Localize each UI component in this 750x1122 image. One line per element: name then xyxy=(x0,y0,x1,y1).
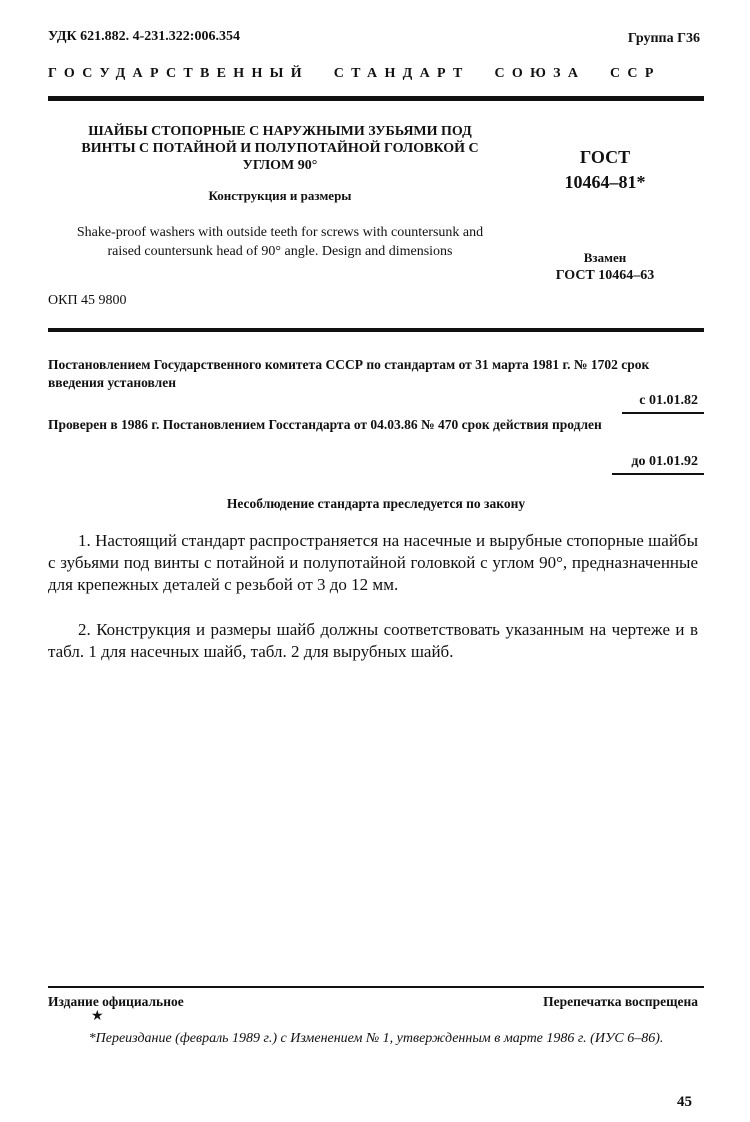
effective-date-underline xyxy=(622,412,704,414)
decree-text: Постановлением Государственного комитета СССР по стандартам от 31 марта 1981 г. № 1702 срок введения установлен xyxy=(48,357,650,390)
footer-rule xyxy=(48,986,704,988)
standard-title-en: Shake-proof washers with outside teeth for screws with countersunk and raised countersunk head of 90° angle. Design and dimensions xyxy=(76,225,484,259)
standard-title-ru: ШАЙБЫ СТОПОРНЫЕ С НАРУЖНЫМИ ЗУБЬЯМИ ПОД ВИНТЫ С ПОТАЙНОЙ И ПОЛУПОТАЙНОЙ ГОЛОВКОЙ С УГЛОМ 90° xyxy=(81,124,479,173)
extended-date: до 01.01.92 xyxy=(631,454,698,469)
group-code: Группа Г36 xyxy=(627,31,700,46)
star-icon: ★ xyxy=(91,1009,104,1024)
official-edition: Издание официальное xyxy=(48,994,184,1009)
page-number: 45 xyxy=(677,1094,692,1110)
extended-date-underline xyxy=(612,473,704,475)
standard-subtitle-ru: Конструкция и размеры xyxy=(208,188,352,203)
title-bottom-rule xyxy=(48,328,704,332)
check-text: Проверен в 1986 г. Постановлением Госстандарта от 04.03.86 № 470 срок действия продлен xyxy=(48,417,602,432)
udk-code: УДК 621.882. 4-231.322:006.354 xyxy=(48,29,240,44)
paragraph-1: 1. Настоящий стандарт распространяется на насечные и вырубные стопорные шайбы с зубьями под винты с потайной и полупотайной головкой с углом 90°, предназначенные для крепежных деталей с резьбой от 3 до 12 мм. xyxy=(48,531,698,594)
gost-label: ГОСТ xyxy=(579,147,631,167)
law-notice: Несоблюдение стандарта преследуется по закону xyxy=(226,496,526,511)
reprint-prohibited: Перепечатка воспрещена xyxy=(543,994,698,1009)
gost-number: 10464–81* xyxy=(564,172,646,192)
top-thick-rule xyxy=(48,96,704,101)
okp-code: ОКП 45 9800 xyxy=(48,293,127,308)
reissue-note: *Переиздание (февраль 1989 г.) с Изменением № 1, утвержденным в марте 1986 г. (ИУС 6–86). xyxy=(88,1031,664,1046)
replaces-label: Взамен xyxy=(583,250,627,265)
state-standard-heading: ГОСУДАРСТВЕННЫЙ СТАНДАРТ СОЮЗА ССР xyxy=(48,66,661,81)
effective-date: с 01.01.82 xyxy=(639,393,698,408)
paragraph-2: 2. Конструкция и размеры шайб должны соответствовать указанным на чертеже и в табл. 1 для насечных шайб, табл. 2 для вырубных шайб. xyxy=(48,620,698,661)
replaces-value: ГОСТ 10464–63 xyxy=(555,268,655,283)
